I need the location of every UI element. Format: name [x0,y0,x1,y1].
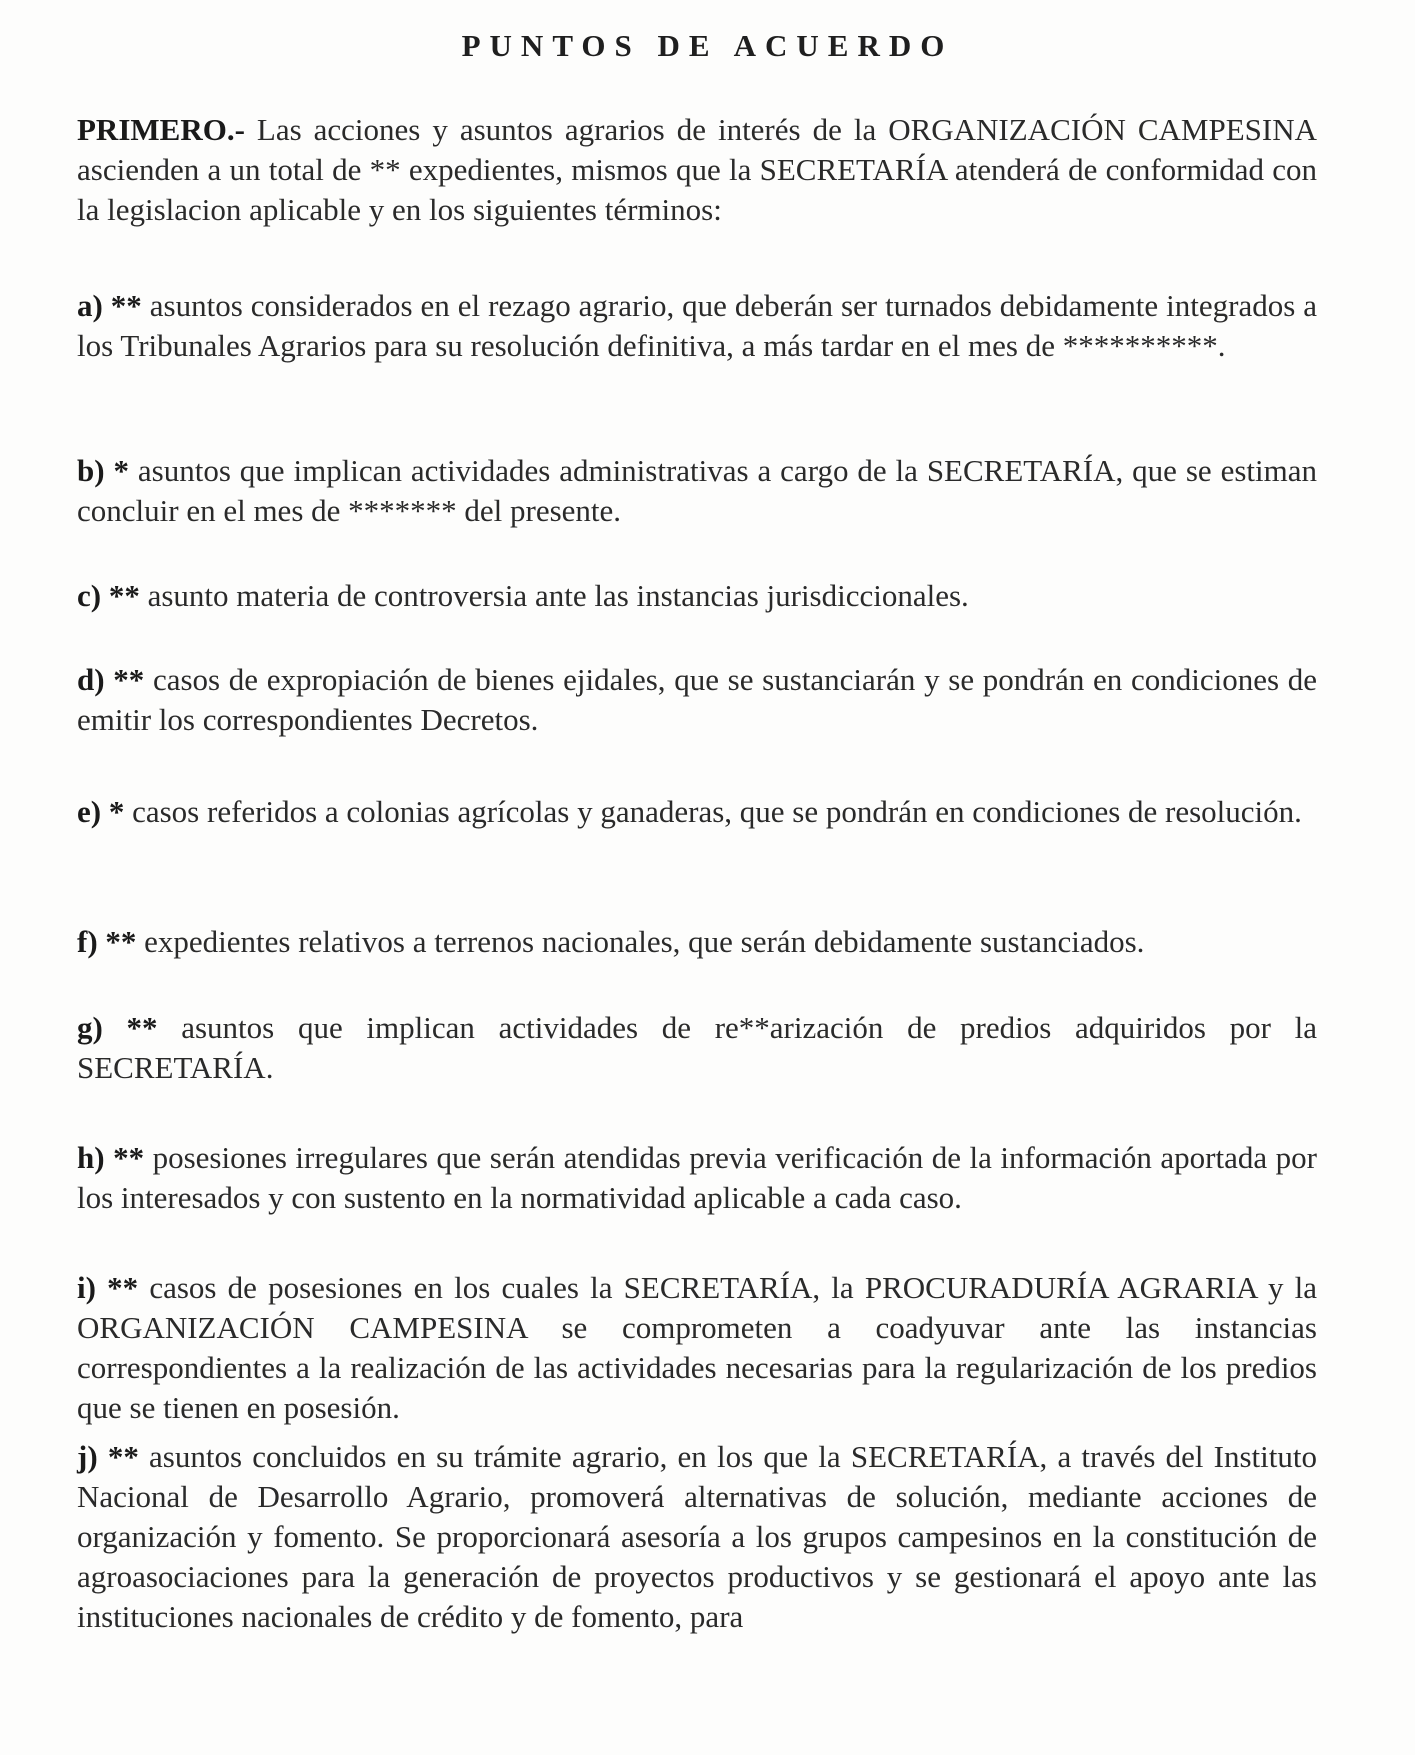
paragraph-item-i [77,1268,1317,1428]
item-marker: f) ** [77,924,137,959]
paragraph-lead: PRIMERO.- [77,112,245,147]
paragraph-text: Las acciones y asuntos agrarios de interés de la ORGANIZACIÓN CAMPESINA ascienden a un total de ** expedientes, mismos que la SECRETARÍA atenderá de conformidad con la legislacion aplicable y en los siguientes términos: [77,112,1317,227]
paragraph-item-g [77,1008,1317,1088]
paragraph-text: asuntos considerados en el rezago agrario, que deberán ser turnados debidamente integrados a los Tribunales Agrarios para su resolución definitiva, a más tardar en el mes de **********. [77,288,1317,363]
paragraph-item-e [77,792,1317,832]
paragraph-text: casos referidos a colonias agrícolas y ganaderas, que se pondrán en condiciones de resolución. [124,794,1302,829]
paragraph-text: expedientes relativos a terrenos nacionales, que serán debidamente sustanciados. [136,924,1145,959]
paragraph-text: asuntos que implican actividades de re**arización de predios adquiridos por la SECRETARÍA. [77,1010,1317,1085]
paragraph-item-j [77,1437,1317,1637]
item-marker: c) ** [77,578,140,613]
item-marker: h) ** [77,1140,145,1175]
item-marker: d) ** [77,662,145,697]
item-marker: e) * [77,794,125,829]
paragraph-text: casos de posesiones en los cuales la SECRETARÍA, la PROCURADURÍA AGRARIA y la ORGANIZACIÓN CAMPESINA se comprometen a coadyuvar ante las instancias correspondientes a la realización de las actividades necesarias para la regularización de los predios que se tienen en posesión. [77,1270,1318,1425]
paragraph-primero [77,110,1317,230]
item-marker: i) ** [77,1270,139,1305]
paragraph-text: posesiones irregulares que serán atendidas previa verificación de la información aportada por los interesados y con sustento en la normatividad aplicable a cada caso. [77,1140,1317,1215]
item-marker: b) * [77,453,129,488]
paragraph-item-d [77,660,1317,740]
paragraph-text: asuntos que implican actividades administrativas a cargo de la SECRETARÍA, que se estiman concluir en el mes de ******* del presente. [77,453,1317,528]
paragraph-item-c [77,576,1317,616]
paragraph-item-b [77,451,1317,531]
paragraph-item-f [77,922,1317,962]
item-marker: a) ** [77,288,142,323]
paragraph-text: asunto materia de controversia ante las instancias jurisdiccionales. [139,578,969,613]
document-title: PUNTOS DE ACUERDO [461,28,954,63]
paragraph-text: asuntos concluidos en su trámite agrario, en los que la SECRETARÍA, a través del Instituto Nacional de Desarrollo Agrario, promoverá alternativas de solución, mediante acciones de organización y fomento. Se proporcionará asesoría a los grupos campesinos en la constitución de agroasociaciones para la generación de proyectos productivos y se gestionará el apoyo ante las instituciones nacionales de crédito y de fomento, para [77,1439,1317,1634]
item-marker: g) ** [77,1010,158,1045]
paragraph-text: casos de expropiación de bienes ejidales, que se sustanciarán y se pondrán en condiciones de emitir los correspondientes Decretos. [77,662,1317,737]
item-marker: j) ** [77,1439,139,1474]
paragraph-item-a [77,286,1317,366]
paragraph-item-h [77,1138,1317,1218]
